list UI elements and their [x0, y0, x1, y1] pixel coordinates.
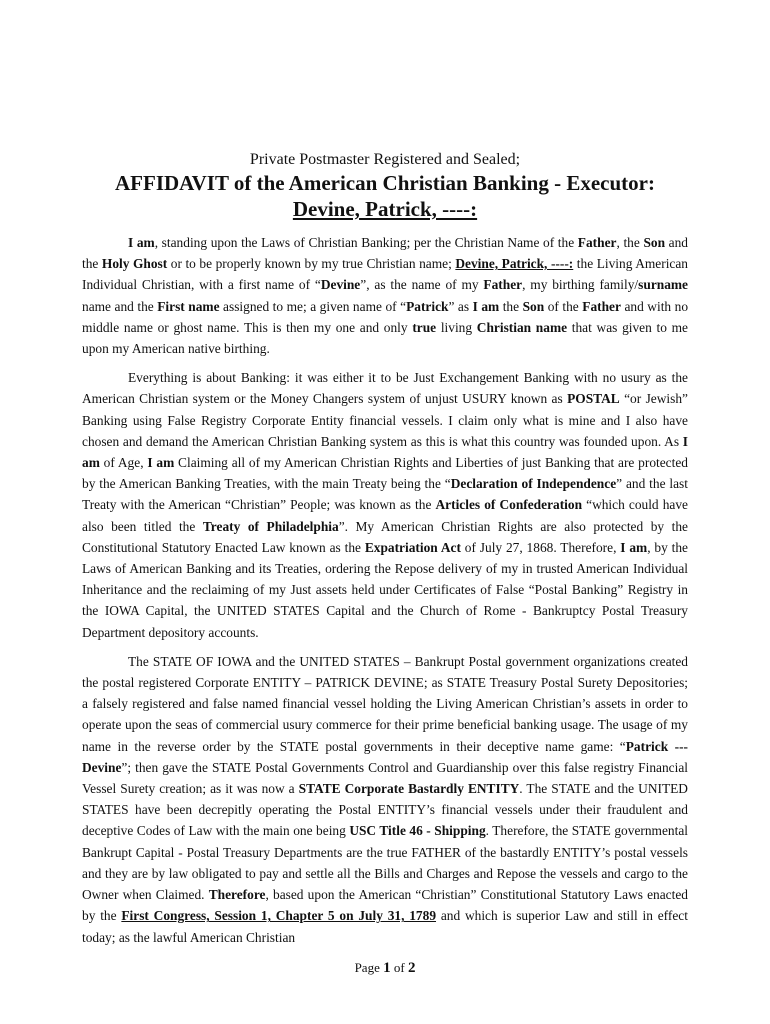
page-label: Page — [354, 960, 384, 975]
bold-text-run: First Congress, Session 1, Chapter 5 on July 31, 1789 — [121, 908, 437, 924]
text-run: ” as — [448, 298, 473, 314]
text-run: The STATE OF IOWA and the UNITED STATES – Bankrupt Postal government organizations created the postal registered Corporate ENTITY – PATRICK DEVINE; as STATE Treasury Postal Surety Depositories; a falsely registered and false named financial vessel holding the Living American Christian’s assets in order to operate upon the seas of commercial usury commerce for their prime beneficial banking usage. The usage of my name in the reverse order by the STATE postal governments in their deceptive name game: “ — [82, 653, 688, 754]
bold-text-run: Father — [582, 298, 621, 314]
bold-text-run: Patrick — [406, 298, 449, 314]
text-run: and the — [82, 235, 688, 272]
text-run: “or Jewish” Banking using False Registry Corporate Entity financial vessels. I claim only what is mine and I also have chosen and demand the American Christian Banking system as this is what this country was founded upon. As — [82, 391, 688, 449]
text-run: or to be properly known by my true Christian name; — [167, 256, 456, 272]
text-run: ”. My American Christian Rights are also protected by the Constitutional Statutory Enacted Law known as the — [82, 518, 688, 555]
document-name: Devine, Patrick, ----: — [292, 197, 478, 221]
page-total: 2 — [407, 960, 416, 976]
bold-text-run: I am — [472, 298, 500, 314]
text-run: ”; then gave the STATE Postal Governments Control and Guardianship over this false registry Financial Vessel Surety creation; as it was now a — [82, 759, 688, 797]
bold-text-run: surname — [638, 277, 688, 293]
text-run: the — [499, 298, 523, 314]
text-run: living — [436, 319, 477, 335]
bold-text-run: Christian name — [476, 319, 568, 335]
text-run: name and the — [82, 298, 158, 314]
text-run: , the — [616, 235, 644, 250]
text-run: ”, as the name of my — [360, 277, 484, 293]
bold-text-run: Treaty of Philadelphia — [202, 518, 339, 534]
text-run: the Living American Individual Christian, with a first name of “ — [82, 256, 688, 293]
text-run: , by the Laws of American Banking and its Treaties, ordering the Repose delivery of my in trusted American Individual Inheritance and the reclaiming of my Just assets held under Certificates of False “Postal Banking” Registry in the IOWA Capital, the UNITED STATES Capital and the Church of Rome - Bankruptcy Postal Treasury Department depository accounts. — [82, 539, 689, 640]
bold-text-run: First name — [157, 298, 220, 314]
bold-text-run: true — [412, 319, 437, 335]
text-run: , based upon the American “Christian” Constitutional Statutory Laws enacted by the — [82, 887, 688, 924]
bold-text-run: Holy Ghost — [101, 256, 168, 272]
bold-text-run: Son — [643, 235, 666, 250]
document-header — [82, 150, 688, 222]
text-run: , my birthing family/ — [522, 277, 639, 293]
paragraph-2 — [82, 367, 688, 643]
document-subtitle: Private Postmaster Registered and Sealed; — [249, 151, 521, 168]
paragraph-3 — [82, 651, 688, 948]
bold-text-run: Father — [577, 235, 617, 250]
bold-text-run: USC Title 46 - Shipping — [349, 823, 486, 839]
page-of-label: of — [390, 960, 408, 975]
text-run: . The STATE and the UNITED STATES have been decrepitly operating the Postal ENTITY’s financial vessels under their fraudulent and deceptive Codes of Law with the main one being — [82, 781, 688, 839]
text-run: . Therefore, the STATE governmental Bankrupt Capital - Postal Treasury Departments are the true FATHER of the bastardly ENTITY’s postal vessels and they are by law obligated to pay and settle all the Bills and Charges and Repose the vessels and cargo to the Owner when Claimed. — [82, 823, 688, 903]
page-number: 1 — [383, 960, 391, 976]
bold-text-run: Patrick --- Devine — [82, 738, 688, 775]
text-run: of Age, — [99, 455, 148, 471]
bold-text-run: Devine, Patrick, ----: — [455, 256, 574, 272]
page-footer — [0, 960, 770, 977]
bold-text-run: POSTAL — [567, 391, 620, 407]
text-run: , standing upon the Laws of Christian Banking; per the Christian Name of the — [154, 235, 578, 250]
bold-text-run: I am — [128, 235, 155, 250]
text-run: “which could have also been titled the — [82, 497, 688, 534]
text-run: Everything is about Banking: it was either it to be Just Exchangement Banking with no usury as the American Christian system or the Money Changers system of unjust USURY known as — [82, 370, 688, 407]
text-run: assigned to me; a given name of “ — [219, 298, 407, 314]
paragraph-1 — [82, 232, 688, 359]
text-run: of July 27, 1868. Therefore, — [460, 539, 621, 555]
bold-text-run: Articles of Confederation — [435, 497, 583, 513]
text-run: ” and the last Treaty with the American “Christian” People; was known as the — [82, 476, 688, 513]
bold-text-run: Expatriation Act — [364, 539, 461, 555]
text-run: Claiming all of my American Christian Rights and Liberties of just Banking that are protected by the American Banking Treaties, with the main Treaty being the “ — [82, 455, 688, 492]
bold-text-run: I am — [82, 433, 688, 471]
bold-text-run: Son — [522, 298, 545, 314]
text-run: and with no middle name or ghost name. This is then my one and only — [82, 298, 689, 335]
bold-text-run: I am — [620, 539, 648, 555]
text-run: and which is superior Law and still in effect today; as the lawful American Christian — [82, 908, 688, 945]
bold-text-run: Father — [483, 277, 523, 293]
bold-text-run: I am — [147, 455, 175, 471]
document-title: AFFIDAVIT of the American Christian Banking - Executor: — [115, 171, 655, 195]
bold-text-run: STATE Corporate Bastardly ENTITY — [298, 781, 520, 797]
document-body — [82, 232, 688, 956]
bold-text-run: Devine — [320, 277, 361, 293]
text-run: that was given to me upon my American native birthing. — [82, 319, 689, 357]
bold-text-run: Declaration of Independence — [450, 476, 617, 492]
bold-text-run: Therefore — [208, 887, 266, 903]
text-run: of the — [544, 298, 583, 314]
